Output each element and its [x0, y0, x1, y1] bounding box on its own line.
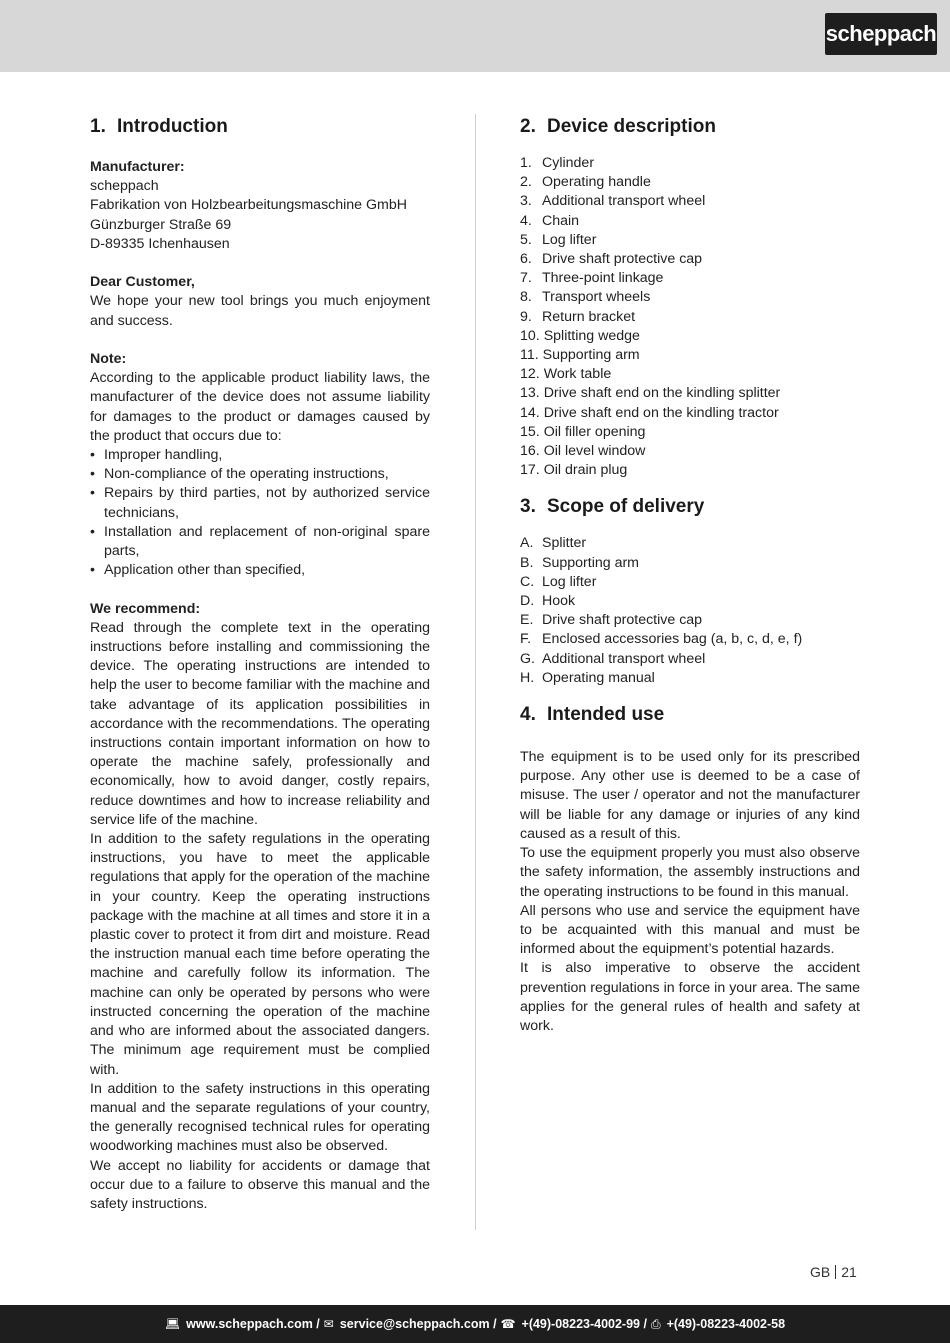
- list-item: 14. Drive shaft end on the kindling tractor: [520, 404, 779, 421]
- recommend-paragraph: We accept no liability for accidents or damage that occur due to a failure to observe this manual and the safety instructions.: [90, 1157, 430, 1212]
- list-item: 15. Oil filler opening: [520, 423, 646, 440]
- list-item: G. Additional transport wheel: [520, 650, 706, 667]
- list-item: D. Hook: [520, 593, 576, 610]
- list-item: 5. Log lifter: [520, 231, 597, 248]
- customer-text: We hope your new tool brings you much enjoyment and success.: [90, 293, 430, 329]
- list-item: • Non-compliance of the operating instructions,: [90, 465, 430, 484]
- list-item: F. Enclosed accessories bag (a, b, c, d, e, f): [520, 631, 803, 648]
- list-item: B. Supporting arm: [520, 554, 639, 571]
- logo-text: scheppach: [825, 21, 937, 46]
- customer-label: Dear Customer,: [90, 274, 195, 291]
- list-item: 3. Additional transport wheel: [520, 193, 706, 210]
- list-item: 6. Drive shaft protective cap: [520, 251, 703, 268]
- computer-icon: 💻︎: [164, 1317, 181, 1331]
- scope-list: [520, 534, 860, 688]
- list-item: • Repairs by third parties, not by authorized service technicians,: [90, 484, 430, 522]
- section-title-introduction: 1. Introduction: [90, 116, 228, 137]
- list-item: 17. Oil drain plug: [520, 462, 628, 479]
- mail-icon: ✉: [323, 1317, 334, 1331]
- list-item: 11. Supporting arm: [520, 347, 640, 364]
- manufacturer-address: scheppach Fabrikation von Holzbearbeitungsmaschine GmbH Günzburger Straße 69 D-89335 Ichenhausen: [90, 178, 408, 252]
- list-item: • Application other than specified,: [90, 561, 430, 580]
- column-divider: [475, 114, 476, 1230]
- section-title-scope-of-delivery: 3. Scope of delivery: [520, 496, 705, 518]
- list-item: H. Operating manual: [520, 669, 655, 686]
- phone-number: +(49)-08223-4002-99 /: [521, 1317, 647, 1331]
- note-bullet-list: [90, 446, 430, 580]
- right-column: [520, 114, 860, 1036]
- list-item: C. Log lifter: [520, 573, 597, 590]
- list-item: E. Drive shaft protective cap: [520, 612, 703, 629]
- list-item: • Installation and replacement of non-original spare parts,: [90, 523, 430, 561]
- header-bar: [0, 0, 950, 72]
- intended-paragraph: All persons who use and service the equipment have to be acquainted with this manual and must be informed about the equipment’s potential hazards.: [520, 902, 860, 958]
- list-item: 12. Work table: [520, 366, 612, 383]
- left-column: [90, 114, 430, 1214]
- fax-number: +(49)-08223-4002-58: [666, 1317, 786, 1331]
- list-item: 9. Return bracket: [520, 308, 636, 325]
- page-number: GB 21: [810, 1264, 857, 1280]
- note-label: Note:: [90, 351, 127, 367]
- list-item: • Improper handling,: [90, 446, 430, 465]
- device-parts-list: [520, 154, 860, 480]
- list-item: 10. Splitting wedge: [520, 327, 640, 344]
- note-text: According to the applicable product liability laws, the manufacturer of the device does not assume liability for damages to the product or damages caused by the product that occurs due to:: [90, 370, 430, 444]
- list-item: 4. Chain: [520, 212, 580, 229]
- section-title-intended-use: 4. Intended use: [520, 704, 665, 726]
- email-link[interactable]: service@scheppach.com /: [339, 1317, 497, 1331]
- list-item: 8. Transport wheels: [520, 289, 651, 306]
- list-item: 16. Oil level window: [520, 443, 646, 460]
- recommend-label: We recommend:: [90, 600, 201, 617]
- fax-icon: ⎙: [650, 1316, 661, 1331]
- scheppach-logo: [825, 13, 937, 55]
- list-item: 13. Drive shaft end on the kindling splitter: [520, 385, 781, 402]
- recommend-paragraph: Read through the complete text in the operating instructions before installing and commissioning the device. The operating instructions are intended to help the user to become familiar with the machine and take advantage of its application possibilities in accordance with the recommendations. The operating instructions contain important information on how to operate the machine safely, professionally and economically, how to avoid danger, costly repairs, reduce downtimes and how to increase reliability and service life of the machine.: [90, 619, 430, 828]
- section-title-device-description: 2. Device description: [520, 116, 716, 137]
- contact-bar: [0, 1305, 950, 1343]
- intended-paragraph: The equipment is to be used only for its prescribed purpose. Any other use is deemed to be a case of misuse. The user / operator and not the manufacturer will be liable for any damage or injuries of any kind caused as a result of this.: [520, 749, 860, 842]
- phone-icon: ☎: [500, 1317, 516, 1331]
- website-link[interactable]: www.scheppach.com /: [186, 1317, 320, 1331]
- recommend-paragraph: In addition to the safety instructions in this operating manual and the separate regulations of your country, the generally recognised technical rules for operating woodworking machines must also be observed.: [90, 1080, 430, 1155]
- recommend-paragraph: In addition to the safety regulations in the operating instructions, you have to meet the applicable regulations that apply for the operation of the machine in your country. Keep the operating instructions package with the machine at all times and store it in a plastic cover to protect it from dirt and moisture. Read the instruction manual each time before operating the machine and carefully follow its information. The machine can only be operated by persons who were instructed concerning the operation of the machine and who are informed about the associated dangers. The minimum age requirement must be complied with.: [90, 831, 430, 1078]
- list-item: 2. Operating handle: [520, 174, 651, 191]
- intended-paragraph: It is also imperative to observe the accident prevention regulations in force in your area. The same applies for the general rules of health and safety at work.: [520, 960, 860, 1034]
- intended-paragraph: To use the equipment properly you must also observe the safety information, the assembly instructions and the operating instructions to be found in this manual.: [520, 845, 860, 900]
- list-item: 7. Three-point linkage: [520, 270, 664, 287]
- list-item: 1. Cylinder: [520, 155, 595, 171]
- list-item: A. Splitter: [520, 535, 587, 552]
- manufacturer-label: Manufacturer:: [90, 159, 185, 175]
